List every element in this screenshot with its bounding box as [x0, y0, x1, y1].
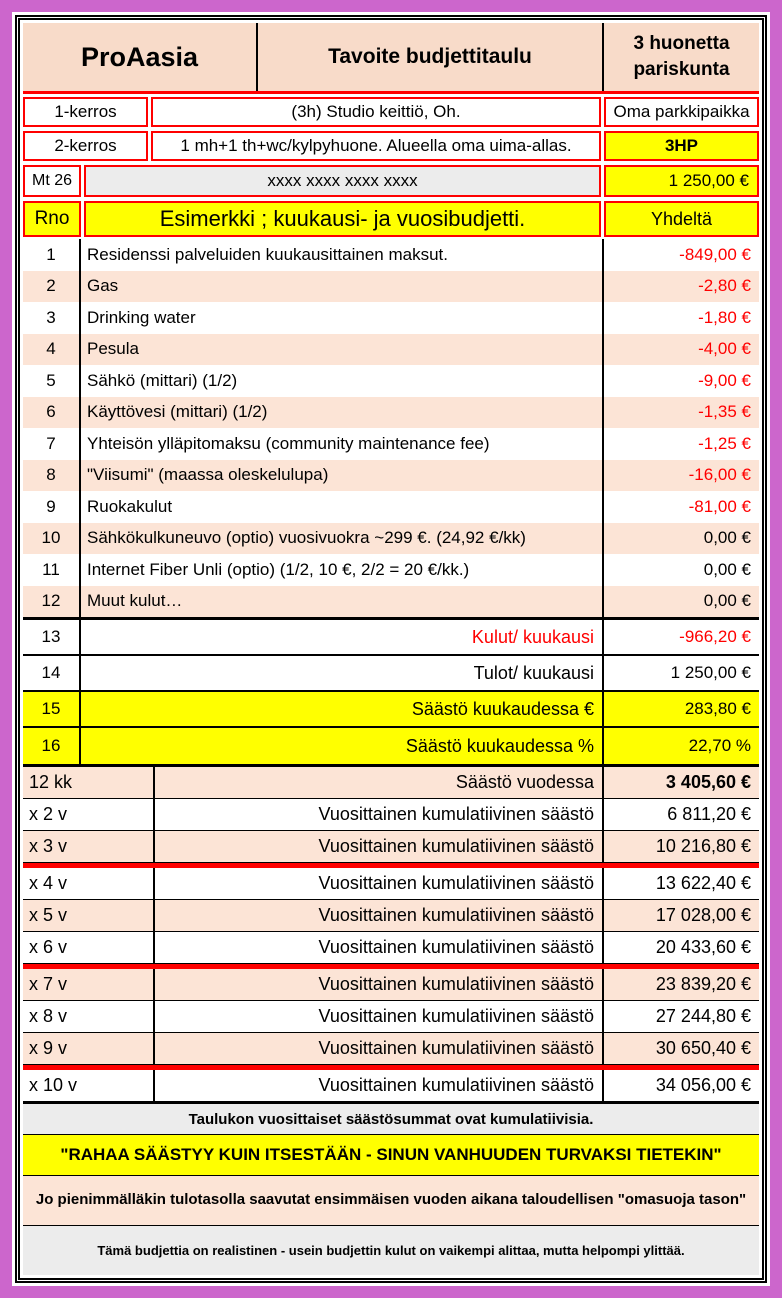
- table-row: [23, 728, 759, 764]
- table-row: [23, 239, 759, 271]
- expense-amount: -1,80 €: [602, 302, 759, 334]
- period-label: x 6 v: [23, 932, 155, 963]
- expense-amount: 0,00 €: [602, 523, 759, 555]
- table-row: [23, 491, 759, 523]
- table-row: [23, 969, 759, 1001]
- income-card-row: [23, 165, 759, 197]
- footer-notes: [23, 1102, 759, 1275]
- row-number: 2: [23, 271, 81, 303]
- table-row: [23, 428, 759, 460]
- expense-label: Drinking water: [87, 307, 196, 327]
- summary-label: Kulut/ kuukausi: [471, 626, 594, 647]
- expense-amount: -1,35 €: [602, 397, 759, 429]
- row-number: 14: [23, 656, 81, 690]
- floor-description: 1 mh+1 th+wc/kylpyhuone. Alueella oma uima-allas.: [151, 131, 601, 161]
- expense-label: Käyttövesi (mittari) (1/2): [87, 402, 268, 422]
- expense-label: Sähkökulkuneuvo (optio) vuosivuokra ~299 €. (24,92 €/kk): [87, 528, 526, 548]
- table-row: [23, 831, 759, 863]
- sheet-matte: [12, 12, 770, 1286]
- yearly-amount: 30 650,40 €: [602, 1033, 759, 1064]
- row-number: 6: [23, 397, 81, 429]
- table-row: [23, 1001, 759, 1033]
- table-row: [23, 900, 759, 932]
- expense-label: Residenssi palveluiden kuukausittainen maksut.: [87, 244, 448, 264]
- yearly-label: Vuosittainen kumulatiivinen säästö: [318, 873, 594, 893]
- floor-row-2: [23, 131, 759, 161]
- col-header-title: Esimerkki ; kuukausi- ja vuosibudjetti.: [84, 201, 601, 237]
- period-label: x 4 v: [23, 868, 155, 899]
- note-protection-level: Jo pienimmälläkin tulotasolla saavutat ensimmäisen vuoden aikana taloudellisen "omasuoja tason": [23, 1176, 759, 1226]
- expense-amount: -4,00 €: [602, 334, 759, 366]
- row-number: 3: [23, 302, 81, 334]
- table-row: [23, 523, 759, 555]
- row-number: 4: [23, 334, 81, 366]
- expense-table: [23, 239, 759, 617]
- expense-amount: -81,00 €: [602, 491, 759, 523]
- yearly-label: Vuosittainen kumulatiivinen säästö: [318, 804, 594, 824]
- yearly-label: Vuosittainen kumulatiivinen säästö: [318, 1038, 594, 1058]
- table-row: [23, 302, 759, 334]
- card-amount: 1 250,00 €: [604, 165, 759, 197]
- yearly-label: Vuosittainen kumulatiivinen säästö: [318, 836, 594, 856]
- summary-amount: 283,80 €: [602, 692, 759, 726]
- row-number: 1: [23, 239, 81, 271]
- note-cumulative: Taulukon vuosittaiset säästösummat ovat kumulatiivisia.: [23, 1104, 759, 1135]
- yearly-amount: 34 056,00 €: [602, 1070, 759, 1101]
- expense-amount: -1,25 €: [602, 428, 759, 460]
- table-header: [23, 23, 759, 91]
- col-header-rno: Rno: [23, 201, 81, 237]
- table-row: [23, 365, 759, 397]
- yearly-amount: 13 622,40 €: [602, 868, 759, 899]
- expense-amount: 0,00 €: [602, 554, 759, 586]
- summary-amount: -966,20 €: [602, 620, 759, 654]
- floor-row-1: [23, 97, 759, 127]
- budget-table: [15, 15, 767, 1283]
- yearly-label: Vuosittainen kumulatiivinen säästö: [318, 1006, 594, 1026]
- table-row: [23, 334, 759, 366]
- yearly-amount: 17 028,00 €: [602, 900, 759, 931]
- brand-title: ProAasia: [23, 23, 258, 91]
- row-number: 12: [23, 586, 81, 618]
- expense-amount: -2,80 €: [602, 271, 759, 303]
- table-row: [23, 767, 759, 799]
- table-row: [23, 554, 759, 586]
- col-header-amount: Yhdeltä: [604, 201, 759, 237]
- summary-amount: 22,70 %: [602, 728, 759, 764]
- period-label: x 8 v: [23, 1001, 155, 1032]
- row-number: 10: [23, 523, 81, 555]
- table-row: [23, 586, 759, 618]
- row-number: 16: [23, 728, 81, 764]
- floor-extra: 3HP: [604, 131, 759, 161]
- expense-label: Internet Fiber Unli (optio) (1/2, 10 €, 2/2 = 20 €/kk.): [87, 559, 470, 579]
- table-row: [23, 932, 759, 964]
- yearly-label: Vuosittainen kumulatiivinen säästö: [318, 1075, 594, 1095]
- table-row: [23, 1033, 759, 1065]
- summary-label: Säästö kuukaudessa €: [81, 692, 602, 726]
- expense-label: Muut kulut…: [87, 591, 183, 611]
- table-row: [23, 868, 759, 900]
- period-label: 12 kk: [23, 767, 155, 798]
- yearly-savings-table: [23, 767, 759, 1102]
- expense-label: Pesula: [87, 339, 139, 359]
- table-row: [23, 656, 759, 692]
- expense-label: Gas: [87, 276, 119, 296]
- floor-description: (3h) Studio keittiö, Oh.: [151, 97, 601, 127]
- period-label: x 3 v: [23, 831, 155, 862]
- yearly-amount: 10 216,80 €: [602, 831, 759, 862]
- expense-label: Ruokakulut: [87, 496, 173, 516]
- expense-amount: -9,00 €: [602, 365, 759, 397]
- table-row: [23, 460, 759, 492]
- yearly-amount: 20 433,60 €: [602, 932, 759, 963]
- summary-amount: 1 250,00 €: [602, 656, 759, 690]
- card-number-masked: xxxx xxxx xxxx xxxx: [84, 165, 601, 197]
- summary-label: Tulot/ kuukausi: [473, 662, 594, 683]
- yearly-amount: 3 405,60 €: [602, 767, 759, 798]
- period-label: x 7 v: [23, 969, 155, 1000]
- row-number: 5: [23, 365, 81, 397]
- yearly-label: Vuosittainen kumulatiivinen säästö: [318, 937, 594, 957]
- period-label: x 2 v: [23, 799, 155, 830]
- floor-label: 2-kerros: [23, 131, 148, 161]
- header-divider: [23, 91, 759, 94]
- period-label: x 9 v: [23, 1033, 155, 1064]
- unit-type-line1: 3 huonetta: [633, 33, 730, 55]
- summary-table: [23, 617, 759, 767]
- table-row: [23, 692, 759, 728]
- table-row: [23, 799, 759, 831]
- yearly-amount: 23 839,20 €: [602, 969, 759, 1000]
- expense-label: "Viisumi" (maassa oleskelulupa): [87, 465, 329, 485]
- row-number: 8: [23, 460, 81, 492]
- row-number: 15: [23, 692, 81, 726]
- yearly-label: Säästö vuodessa: [455, 772, 594, 792]
- note-slogan: "RAHAA SÄÄSTYY KUIN ITSESTÄÄN - SINUN VANHUUDEN TURVAKSI TIETEKIN": [23, 1135, 759, 1176]
- expense-label: Sähkö (mittari) (1/2): [87, 370, 238, 390]
- page-title: Tavoite budjettitaulu: [258, 23, 604, 91]
- table-row: [23, 271, 759, 303]
- expense-label: Yhteisön ylläpitomaksu (community maintenance fee): [87, 433, 490, 453]
- period-label: x 5 v: [23, 900, 155, 931]
- expense-amount: -16,00 €: [602, 460, 759, 492]
- summary-label: Säästö kuukaudessa %: [81, 728, 602, 764]
- card-label: Mt 26: [23, 165, 81, 197]
- row-number: 9: [23, 491, 81, 523]
- expense-amount: -849,00 €: [602, 239, 759, 271]
- table-row: [23, 1070, 759, 1102]
- floor-extra: Oma parkkipaikka: [604, 97, 759, 127]
- floor-label: 1-kerros: [23, 97, 148, 127]
- expense-amount: 0,00 €: [602, 586, 759, 618]
- table-row: [23, 620, 759, 656]
- table-row: [23, 397, 759, 429]
- yearly-amount: 6 811,20 €: [602, 799, 759, 830]
- period-label: x 10 v: [23, 1070, 155, 1101]
- yearly-amount: 27 244,80 €: [602, 1001, 759, 1032]
- yearly-label: Vuosittainen kumulatiivinen säästö: [318, 905, 594, 925]
- row-number: 13: [23, 620, 81, 654]
- row-number: 7: [23, 428, 81, 460]
- budget-column-header: [23, 201, 759, 237]
- yearly-label: Vuosittainen kumulatiivinen säästö: [318, 974, 594, 994]
- unit-type: [604, 23, 759, 91]
- unit-type-line2: pariskunta: [633, 59, 730, 80]
- row-number: 11: [23, 554, 81, 586]
- note-realistic: Tämä budjettia on realistinen - usein budjettin kulut on vaikempi alittaa, mutta helpompi ylittää.: [23, 1226, 759, 1275]
